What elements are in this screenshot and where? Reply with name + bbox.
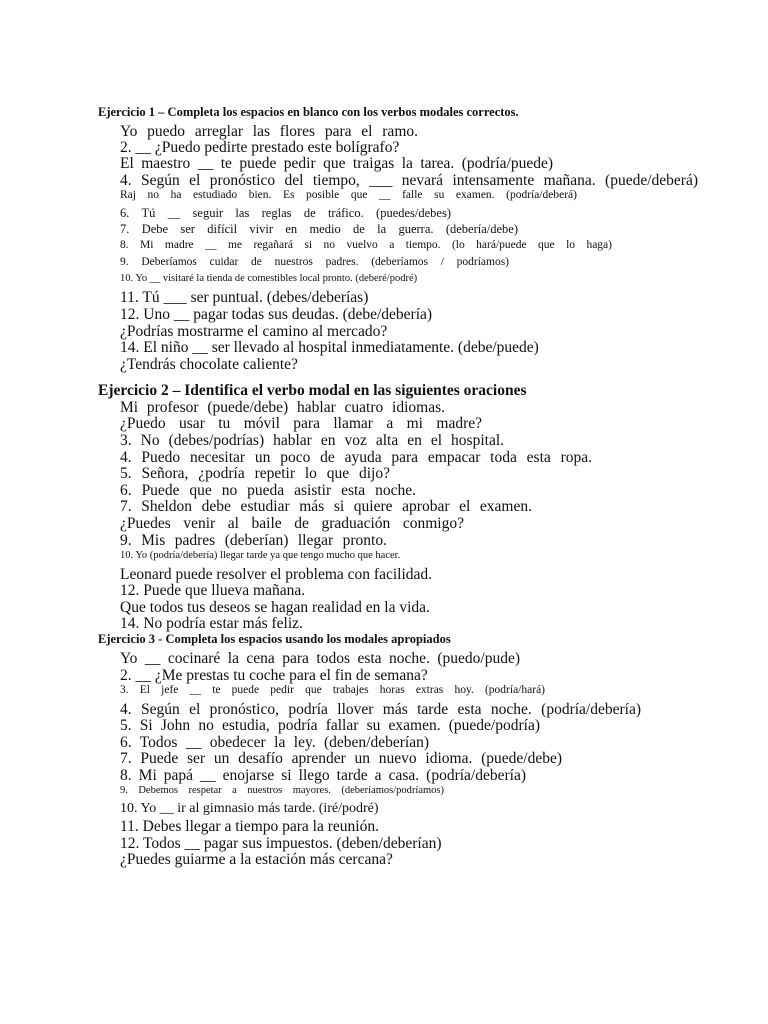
exercise-2-line-8: ¿Puedes venir al baile de graduación conmigo?: [120, 515, 464, 532]
exercise-3-line-3: 3. El jefe __ te puede pedir que trabajes horas extras hoy. (podría/hará): [120, 684, 545, 696]
exercise-1-line-14: 14. El niño __ ser llevado al hospital inmediatamente. (debe/puede): [120, 339, 539, 356]
exercise-3-line-11: 11. Debes llegar a tiempo para la reunión.: [120, 818, 379, 835]
exercise-2-line-5: 5. Señora, ¿podría repetir lo que dijo?: [120, 465, 390, 482]
exercise-1-line-2: 2. __ ¿Puedo pedirte prestado este bolígrafo?: [120, 139, 400, 156]
exercise-2-line-2: ¿Puedo usar tu móvil para llamar a mi madre?: [120, 415, 482, 432]
exercise-1-line-4: 4. Según el pronóstico del tiempo, ___ nevará intensamente mañana. (puede/deberá): [120, 172, 698, 189]
exercise-1-line-6: 6. Tú __ seguir las reglas de tráfico. (puedes/debes): [120, 206, 451, 220]
exercise-2-line-14: 14. No podría estar más feliz.: [120, 615, 303, 632]
exercise-1-title: Ejercicio 1 – Completa los espacios en blanco con los verbos modales correctos.: [98, 105, 519, 119]
exercise-3-line-13: ¿Puedes guiarme a la estación más cercana?: [120, 851, 393, 868]
exercise-3-line-4: 4. Según el pronóstico, podría llover más tarde esta noche. (podría/debería): [120, 701, 641, 718]
exercise-3-line-10: 10. Yo __ ir al gimnasio más tarde. (iré/podré): [120, 801, 379, 816]
exercise-3-title: Ejercicio 3 - Completa los espacios usando los modales apropiados: [98, 632, 451, 646]
exercise-1-line-8: 8. Mi madre __ me regañará si no vuelvo a tiempo. (lo hará/puede que lo haga): [120, 239, 612, 251]
exercise-2-line-9: 9. Mis padres (deberían) llegar pronto.: [120, 532, 387, 549]
exercise-2-line-6: 6. Puede que no pueda asistir esta noche.: [120, 482, 416, 499]
exercise-1-line-9: 9. Deberíamos cuidar de nuestros padres. (deberíamos / podríamos): [120, 256, 509, 268]
exercise-1-line-7: 7. Debe ser difícil vivir en medio de la guerra. (debería/debe): [120, 222, 518, 236]
exercise-2-line-13: Que todos tus deseos se hagan realidad en la vida.: [120, 599, 430, 616]
exercise-2-line-4: 4. Puedo necesitar un poco de ayuda para empacar toda esta ropa.: [120, 449, 592, 466]
exercise-1-line-10: 10. Yo __ visitaré la tienda de comestibles local pronto. (deberé/podré): [120, 273, 418, 284]
exercise-1-line-12: 12. Uno __ pagar todas sus deudas. (debe/debería): [120, 306, 433, 323]
exercise-3-line-2: 2. __ ¿Me prestas tu coche para el fin de semana?: [120, 667, 428, 684]
exercise-3-line-12: 12. Todos __ pagar sus impuestos. (deben/deberían): [120, 835, 442, 852]
exercise-1-line-3: El maestro __ te puede pedir que traigas la tarea. (podría/puede): [120, 155, 553, 172]
exercise-2-line-3: 3. No (debes/podrías) hablar en voz alta en el hospital.: [120, 432, 504, 449]
exercise-2-line-7: 7. Sheldon debe estudiar más si quiere aprobar el examen.: [120, 498, 532, 515]
exercise-2-line-11: Leonard puede resolver el problema con facilidad.: [120, 566, 433, 583]
exercise-2-line-12: 12. Puede que llueva mañana.: [120, 582, 306, 599]
exercise-3-line-7: 7. Puede ser un desafío aprender un nuevo idioma. (puede/debe): [120, 750, 562, 767]
exercise-1-line-1: Yo puedo arreglar las flores para el ramo.: [120, 123, 418, 140]
exercise-1-line-15: ¿Tendrás chocolate caliente?: [120, 356, 298, 373]
exercise-3-line-9: 9. Debemos respetar a nuestros mayores. (deberíamos/podríamos): [120, 785, 444, 796]
exercise-1-line-5: Raj no ha estudiado bien. Es posible que __ falle su examen. (podría/deberá): [120, 189, 577, 201]
exercise-2-title: Ejercicio 2 – Identifica el verbo modal en las siguientes oraciones: [98, 382, 527, 399]
exercise-3-line-8: 8. Mi papá __ enojarse si llego tarde a casa. (podría/debería): [120, 767, 526, 784]
exercise-3-line-5: 5. Si John no estudia, podría fallar su examen. (puede/podría): [120, 717, 540, 734]
exercise-1-line-13: ¿Podrías mostrarme el camino al mercado?: [120, 323, 388, 340]
exercise-2-line-1: Mi profesor (puede/debe) hablar cuatro idiomas.: [120, 399, 445, 416]
exercise-3-line-6: 6. Todos __ obedecer la ley. (deben/deberían): [120, 734, 429, 751]
exercise-3-line-1: Yo __ cocinaré la cena para todos esta noche. (puedo/pude): [120, 650, 520, 667]
exercise-1-line-11: 11. Tú ___ ser puntual. (debes/deberías): [120, 289, 369, 306]
exercise-2-line-10: 10. Yo (podría/debería) llegar tarde ya que tengo mucho que hacer.: [120, 550, 401, 561]
